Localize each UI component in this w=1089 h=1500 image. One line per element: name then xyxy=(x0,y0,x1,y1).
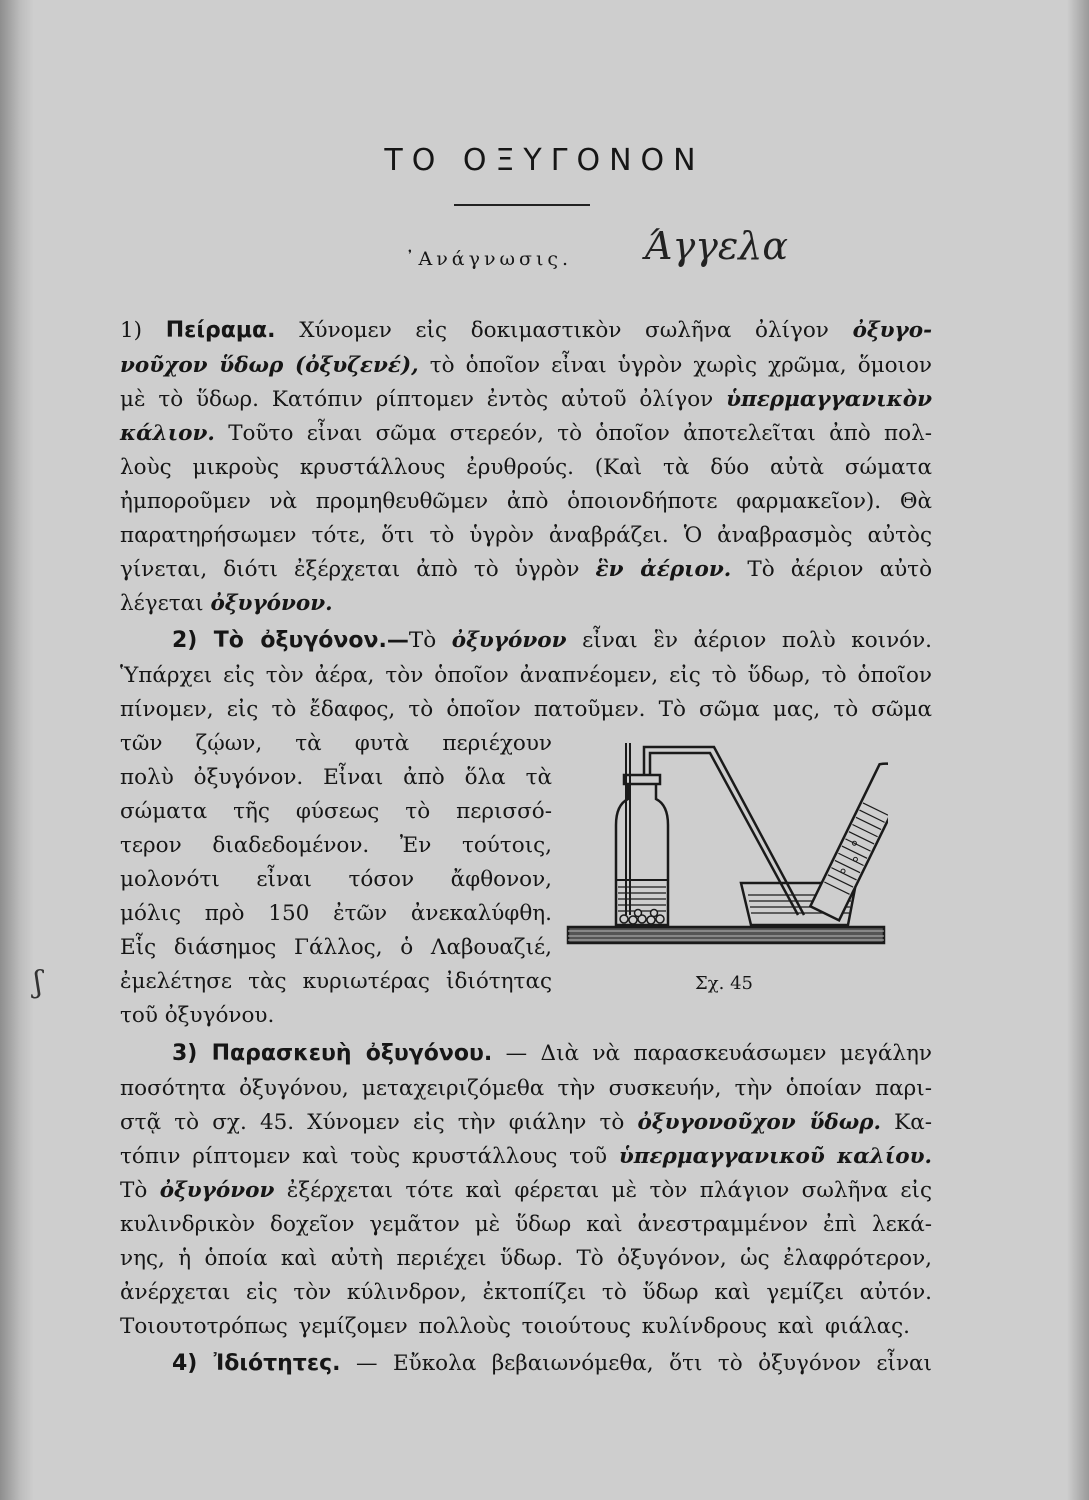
s3-line-1: 3) Παρασκευὴ ὀξυγόνου. — Διὰ νὰ παρασκευάσωμεν μεγάλην xyxy=(172,1041,932,1066)
s1-line-1: 1) Πείραμα. Χύνομεν εἰς δοκιμαστικὸν σωλῆνα ὀλίγον ὀξυγο- xyxy=(120,318,933,343)
margin-pencil-mark: ʃ xyxy=(34,965,43,1000)
s1-line-9: λέγεται ὀξυγόνον. xyxy=(120,591,333,616)
s1-line-3: μὲ τὸ ὕδωρ. Κατόπιν ρίπτομεν ἐντὸς αὐτοῦ ὀλίγον ὑπερμαγγανικὸν xyxy=(120,387,932,412)
s3-line-8: ἀνέρχεται εἰς τὸν κύλινδρον, ἐκτοπίζει τὸ ὕδωρ καὶ γεμίζει αὐτόν. xyxy=(120,1280,932,1305)
s2-line-9: μόλις πρὸ 150 ἐτῶν ἀνεκαλύφθη. xyxy=(120,901,552,926)
figure-bottle xyxy=(616,783,668,925)
s2-line-4: τῶν ζῴων, τὰ φυτὰ περιέχουν xyxy=(120,731,552,756)
figure-base-board xyxy=(568,927,884,943)
figure-caption: Σχ. 45 xyxy=(695,973,753,994)
s1-line-2: νοῦχον ὕδωρ (ὀξυζενέ), τὸ ὁποῖον εἶναι ὑγρὸν χωρὶς χρῶμα, ὅμοιον xyxy=(120,353,933,378)
s2-line-3: πίνομεν, εἰς τὸ ἔδαφος, τὸ ὁποῖον πατοῦμεν. Τὸ σῶμα μας, τὸ σῶμα xyxy=(120,697,932,722)
s1-line-7: παρατηρήσωμεν τότε, ὅτι τὸ ὑγρὸν ἀναβράζει. Ὁ ἀναβρασμὸς αὐτὸς xyxy=(120,523,932,548)
s2-line-10: Εἷς διάσημος Γάλλος, ὁ Λαβουαζιέ, xyxy=(120,935,552,960)
s3-line-6: κυλινδρικὸν δοχεῖον γεμᾶτον μὲ ὕδωρ καὶ ἀνεστραμμένον ἐπὶ λεκά- xyxy=(120,1212,932,1237)
s1-number: 1) xyxy=(120,318,143,343)
s3-heading: 3) Παρασκευὴ ὀξυγόνου. xyxy=(172,1041,493,1066)
s1-line-5: λοὺς μικροὺς κρυστάλλους ἐρυθρούς. (Καὶ τὰ δύο αὐτὰ σώματα xyxy=(120,455,932,480)
s1-heading: Πείραμα. xyxy=(165,318,276,343)
s2-line-11: ἐμελέτησε τὰς κυριωτέρας ἰδιότητας xyxy=(120,969,552,994)
figure-inverted-cylinder xyxy=(810,759,888,920)
s4-line-1: 4) Ἰδιότητες. — Εὔκολα βεβαιωνόμεθα, ὅτι τὸ ὀξυγόνον εἶναι xyxy=(172,1351,932,1376)
s1-line-8: γίνεται, διότι ἐξέρχεται ἀπὸ τὸ ὑγρὸν ἓν ἀέριον. Τὸ ἀέριον αὐτὸ xyxy=(120,557,933,582)
title-rule xyxy=(454,204,590,206)
s2-line-6: σώματα τῆς φύσεως τὸ περισσό- xyxy=(120,799,552,824)
reading-subheading: ᾿Ανάγνωσις. xyxy=(405,248,573,270)
s3-line-2: ποσότητα ὀξυγόνου, μεταχειριζόμεθα τὴν συσκευήν, τὴν ὁποίαν παρι- xyxy=(120,1076,932,1101)
s3-line-9: Τοιουτοτρόπως γεμίζομεν πολλοὺς τοιούτους κυλίνδρους καὶ φιάλας. xyxy=(120,1314,910,1339)
s4-heading: 4) Ἰδιότητες. xyxy=(172,1351,341,1376)
s2-line-7: τερον διαδεδομένον. Ἐν τούτοις, xyxy=(120,833,552,858)
oxygen-apparatus-figure xyxy=(566,735,888,955)
s2-heading: 2) Τὸ ὀξυγόνον.— xyxy=(172,628,409,653)
s2-line-12: τοῦ ὀξυγόνου. xyxy=(120,1003,275,1028)
s3-line-4: τόπιν ρίπτομεν καὶ τοὺς κρυστάλλους τοῦ ὑπερμαγγανικοῦ καλίου. xyxy=(120,1144,933,1169)
s1-line-4: κάλιον. Τοῦτο εἶναι σῶμα στερεόν, τὸ ὁποῖον ἀποτελεῖται ἀπὸ πολ- xyxy=(120,421,932,446)
s3-line-3: στᾷ τὸ σχ. 45. Χύνομεν εἰς τὴν φιάλην τὸ ὀξυγονοῦχον ὕδωρ. Κα- xyxy=(120,1110,933,1135)
s1-line-6: ἠμποροῦμεν νὰ προμηθευθῶμεν ἀπὸ ὁποιονδήποτε φαρμακεῖον). Θὰ xyxy=(120,489,932,514)
s2-line-1: 2) Τὸ ὀξυγόνον.—Τὸ ὀξυγόνον εἶναι ἓν ἀέριον πολὺ κοινόν. xyxy=(172,628,933,653)
s2-line-5: πολὺ ὀξυγόνον. Εἶναι ἀπὸ ὅλα τὰ xyxy=(120,765,552,790)
handwritten-note: Άγγελα xyxy=(645,224,789,268)
s3-line-5: Τὸ ὀξυγόνον ἐξέρχεται τότε καὶ φέρεται μὲ τὸν πλάγιον σωλῆνα εἰς xyxy=(120,1178,932,1203)
s2-line-2: Ὑπάρχει εἰς τὸν ἀέρα, τὸν ὁποῖον ἀναπνέομεν, εἰς τὸ ὕδωρ, τὸ ὁποῖον xyxy=(120,663,932,688)
s3-line-7: νης, ἡ ὁποία καὶ αὐτὴ περιέχει ὕδωρ. Τὸ ὀξυγόνον, ὡς ἐλαφρότερον, xyxy=(120,1246,932,1271)
s2-line-8: μολονότι εἶναι τόσον ἄφθονον, xyxy=(120,867,552,892)
page-title: ΤΟ ΟΞΥΓΟΝΟΝ xyxy=(384,143,705,178)
